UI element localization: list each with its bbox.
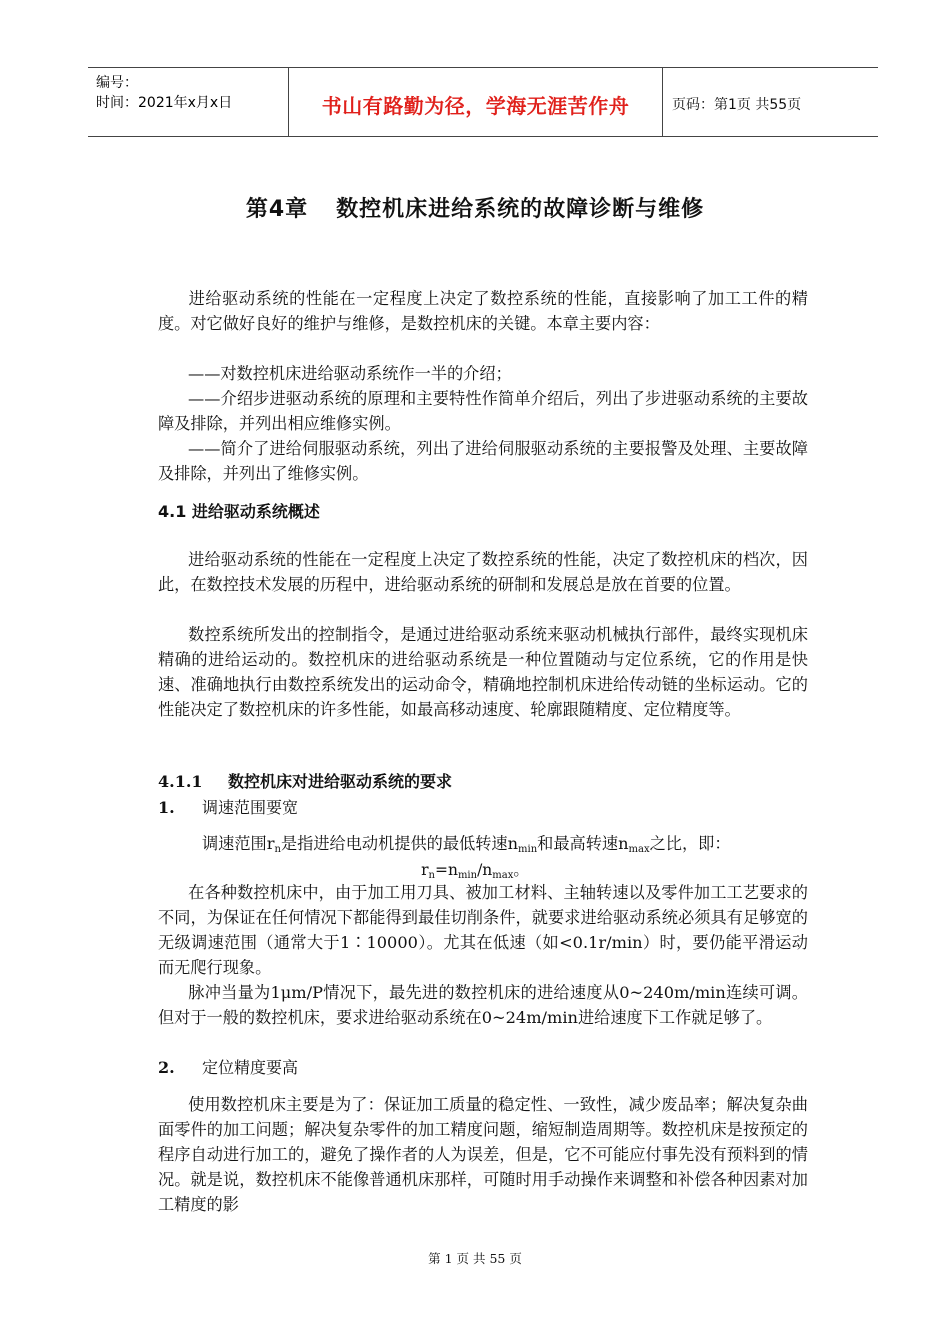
list-item-1 — [158, 795, 298, 818]
intro-paragraph-4: ——简介了进给伺服驱动系统，列出了进给伺服驱动系统的主要报警及处理、主要故障及排除，并列出了维修实例。 — [158, 439, 808, 483]
speed-range-formula: $r_n=n_{min}/n_{max}$。 — [421, 861, 529, 881]
definition-paragraph: 调速范围$r_n$是指进给电动机提供的最低转速$n_{min}$和最高转速$n_{max}$之比，即： — [202, 834, 731, 855]
list-item-title: 定位精度要高 — [202, 1058, 299, 1077]
chapter-title: 数控机床进给系统的故障诊断与维修 — [336, 197, 705, 222]
subsection-number: 4.1.1 — [158, 772, 203, 791]
intro-paragraph-3: ——介绍步进驱动系统的原理和主要特性作简单介绍后，列出了步进驱动系统的主要故障及排除，并列出相应维修实例。 — [158, 389, 808, 433]
chapter-number: 第4章 — [245, 197, 309, 222]
header-motto-cell — [288, 68, 663, 136]
pulse-equivalent-paragraph: 脉冲当量为1μm/P情况下，最先进的数控机床的进给速度从0~240m/min连续可调。但对于一般的数控机床，要求进给驱动系统在0~24m/min进给速度下工作就足够了。 — [158, 983, 808, 1027]
intro-paragraph-2: ——对数控机床进给驱动系统作一半的介绍； — [188, 364, 512, 383]
subsection-title: 数控机床对进给驱动系统的要求 — [228, 772, 453, 791]
header-meta-cell — [88, 68, 288, 136]
chapter-heading — [0, 192, 950, 223]
section-heading-4-1: 4.1 进给驱动系统概述 — [158, 502, 320, 521]
section-4-1-paragraph-1: 进给驱动系统的性能在一定程度上决定了数控系统的性能，决定了数控机床的档次，因此，在数控技术发展的历程中，进给驱动系统的研制和发展总是放在首要的位置。 — [158, 550, 808, 594]
subsection-heading-4-1-1 — [158, 769, 452, 792]
list-item-title: 调速范围要宽 — [202, 798, 299, 817]
page-header — [88, 67, 878, 137]
page-footer: 第 1 页 共 55 页 — [428, 1251, 522, 1266]
section-4-1-paragraph-2: 数控系统所发出的控制指令，是通过进给驱动系统来驱动机械执行部件，最终实现机床精确的进给运动的。数控机床的进给驱动系统是一种位置随动与定位系统，它的作用是快速、准确地执行由数控系统发出的运动命令，精确地控制机床进给传动链的坐标运动。它的性能决定了数控机床的许多性能，如最高移动速度、轮廓跟随精度、定位精度等。 — [158, 625, 808, 719]
motto-text: 书山有路勤为径，学海无涯苦作舟 — [321, 94, 630, 118]
list-item-number: 1. — [158, 798, 175, 817]
list-item-number: 2. — [158, 1058, 175, 1077]
speed-range-paragraph: 在各种数控机床中，由于加工用刀具、被加工材料、主轴转速以及零件加工工艺要求的不同，为保证在任何情况下都能得到最佳切削条件，就要求进给驱动系统必须具有足够宽的无级调速范围（通常大于1∶10000）。尤其在低速（如<0.1r/min）时，要仍能平滑运动而无爬行现象。 — [158, 883, 808, 977]
page-label: 页码：第1页 共55页 — [672, 97, 802, 113]
positioning-accuracy-paragraph: 使用数控机床主要是为了：保证加工质量的稳定性、一致性，减少废品率；解决复杂曲面零件的加工问题；解决复杂零件的加工精度问题，缩短制造周期等。数控机床是按预定的程序自动进行加工的，避免了操作者的人为误差，但是，它不可能应付事先没有预料到的情况。就是说，数控机床不能像普通机床那样，可随时用手动操作来调整和补偿各种因素对加工精度的影 — [158, 1095, 808, 1214]
list-item-2 — [158, 1055, 298, 1078]
header-page-cell — [662, 68, 878, 136]
number-label: 编号： — [96, 75, 138, 91]
intro-paragraph-1: 进给驱动系统的性能在一定程度上决定了数控系统的性能，直接影响了加工工件的精度。对它做好良好的维护与维修，是数控机床的关键。本章主要内容： — [158, 289, 808, 333]
time-label: 时间：2021年x月x日 — [96, 95, 233, 111]
